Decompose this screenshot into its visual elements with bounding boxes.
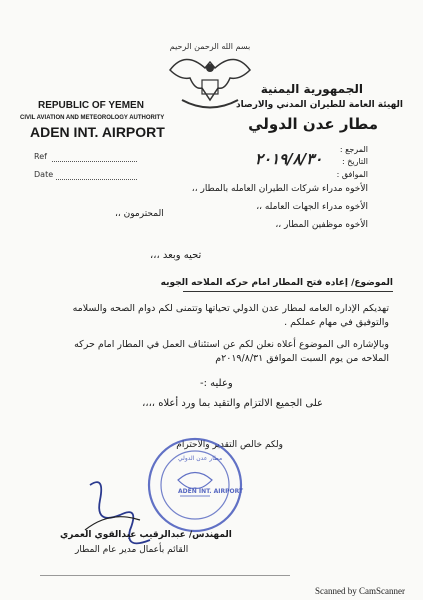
en-country: REPUBLIC OF YEMEN — [38, 100, 144, 111]
and-therefore: وعليه :- — [200, 378, 233, 389]
ar-country: الجمهورية اليمنية — [260, 82, 363, 96]
date-label: Date — [34, 170, 54, 179]
greeting: تحيه وبعد ،،، — [150, 250, 202, 261]
ar-date-label: التاريخ : — [341, 157, 368, 166]
stamp-text-ar: مطار عدن الدولي — [178, 455, 223, 462]
handwritten-date: ٢٠١٩/٨/٣٠ — [255, 150, 323, 168]
signatory-title: القائم بأعمال مدير عام المطار — [75, 545, 189, 555]
ar-authority: الهيئة العامة للطيران المدني والارصاد — [236, 100, 403, 110]
ref-label: Ref — [34, 152, 47, 161]
subject: الموضوع/ إعاده فتح المطار امام حركه الملاحه الجويه — [160, 278, 393, 288]
paragraph-1: تهديكم الإداره العامه لمطار عدن الدولي تحياتها وتتمنى لكم دوام الصحه والسلامه والتوفيق في مهام عملكم . — [72, 303, 389, 328]
instruction: على الجميع الالتزام والتقيد بما ورد أعلاه ،،،، — [142, 398, 323, 409]
ar-place-label: الموافق : — [336, 170, 368, 179]
paragraph-2: وبالإشاره الى الموضوع أعلاه نعلن لكم عن استئناف العمل في المطار امام حركه الملاحه من يوم السبت الموافق ٢٠١٩/٨/٣١م — [74, 339, 389, 364]
camscanner-watermark: Scanned by CamScanner — [315, 586, 405, 596]
recipient-line-3: الأخوه موظفين المطار ،، — [275, 220, 368, 230]
ar-ref-label: المرجع : — [339, 145, 368, 154]
stamp-text-en: ADEN INT. AIRPORT — [178, 488, 244, 495]
recipient-line-1: الأخوه مدراء شركات الطيران العامله بالمطار ،، — [191, 184, 368, 194]
en-airport: ADEN INT. AIRPORT — [30, 124, 165, 140]
recipient-line-2: الأخوه مدراء الجهات العامله ،، — [256, 202, 368, 212]
ar-airport: مطار عدن الدولي — [248, 115, 378, 133]
en-authority: CIVIL AVIATION AND METEOROLOGY AUTHORITY — [20, 115, 165, 121]
recipient-honorific: المحترمون ،، — [115, 209, 164, 219]
emblem-script: بسم الله الرحمن الرحيم — [169, 42, 251, 51]
signatory-name: المهندس/ عبدالرقيب عبدالقوي العمري — [60, 530, 232, 540]
closing: ولكم خالص التقدير والاحترام — [176, 440, 283, 450]
